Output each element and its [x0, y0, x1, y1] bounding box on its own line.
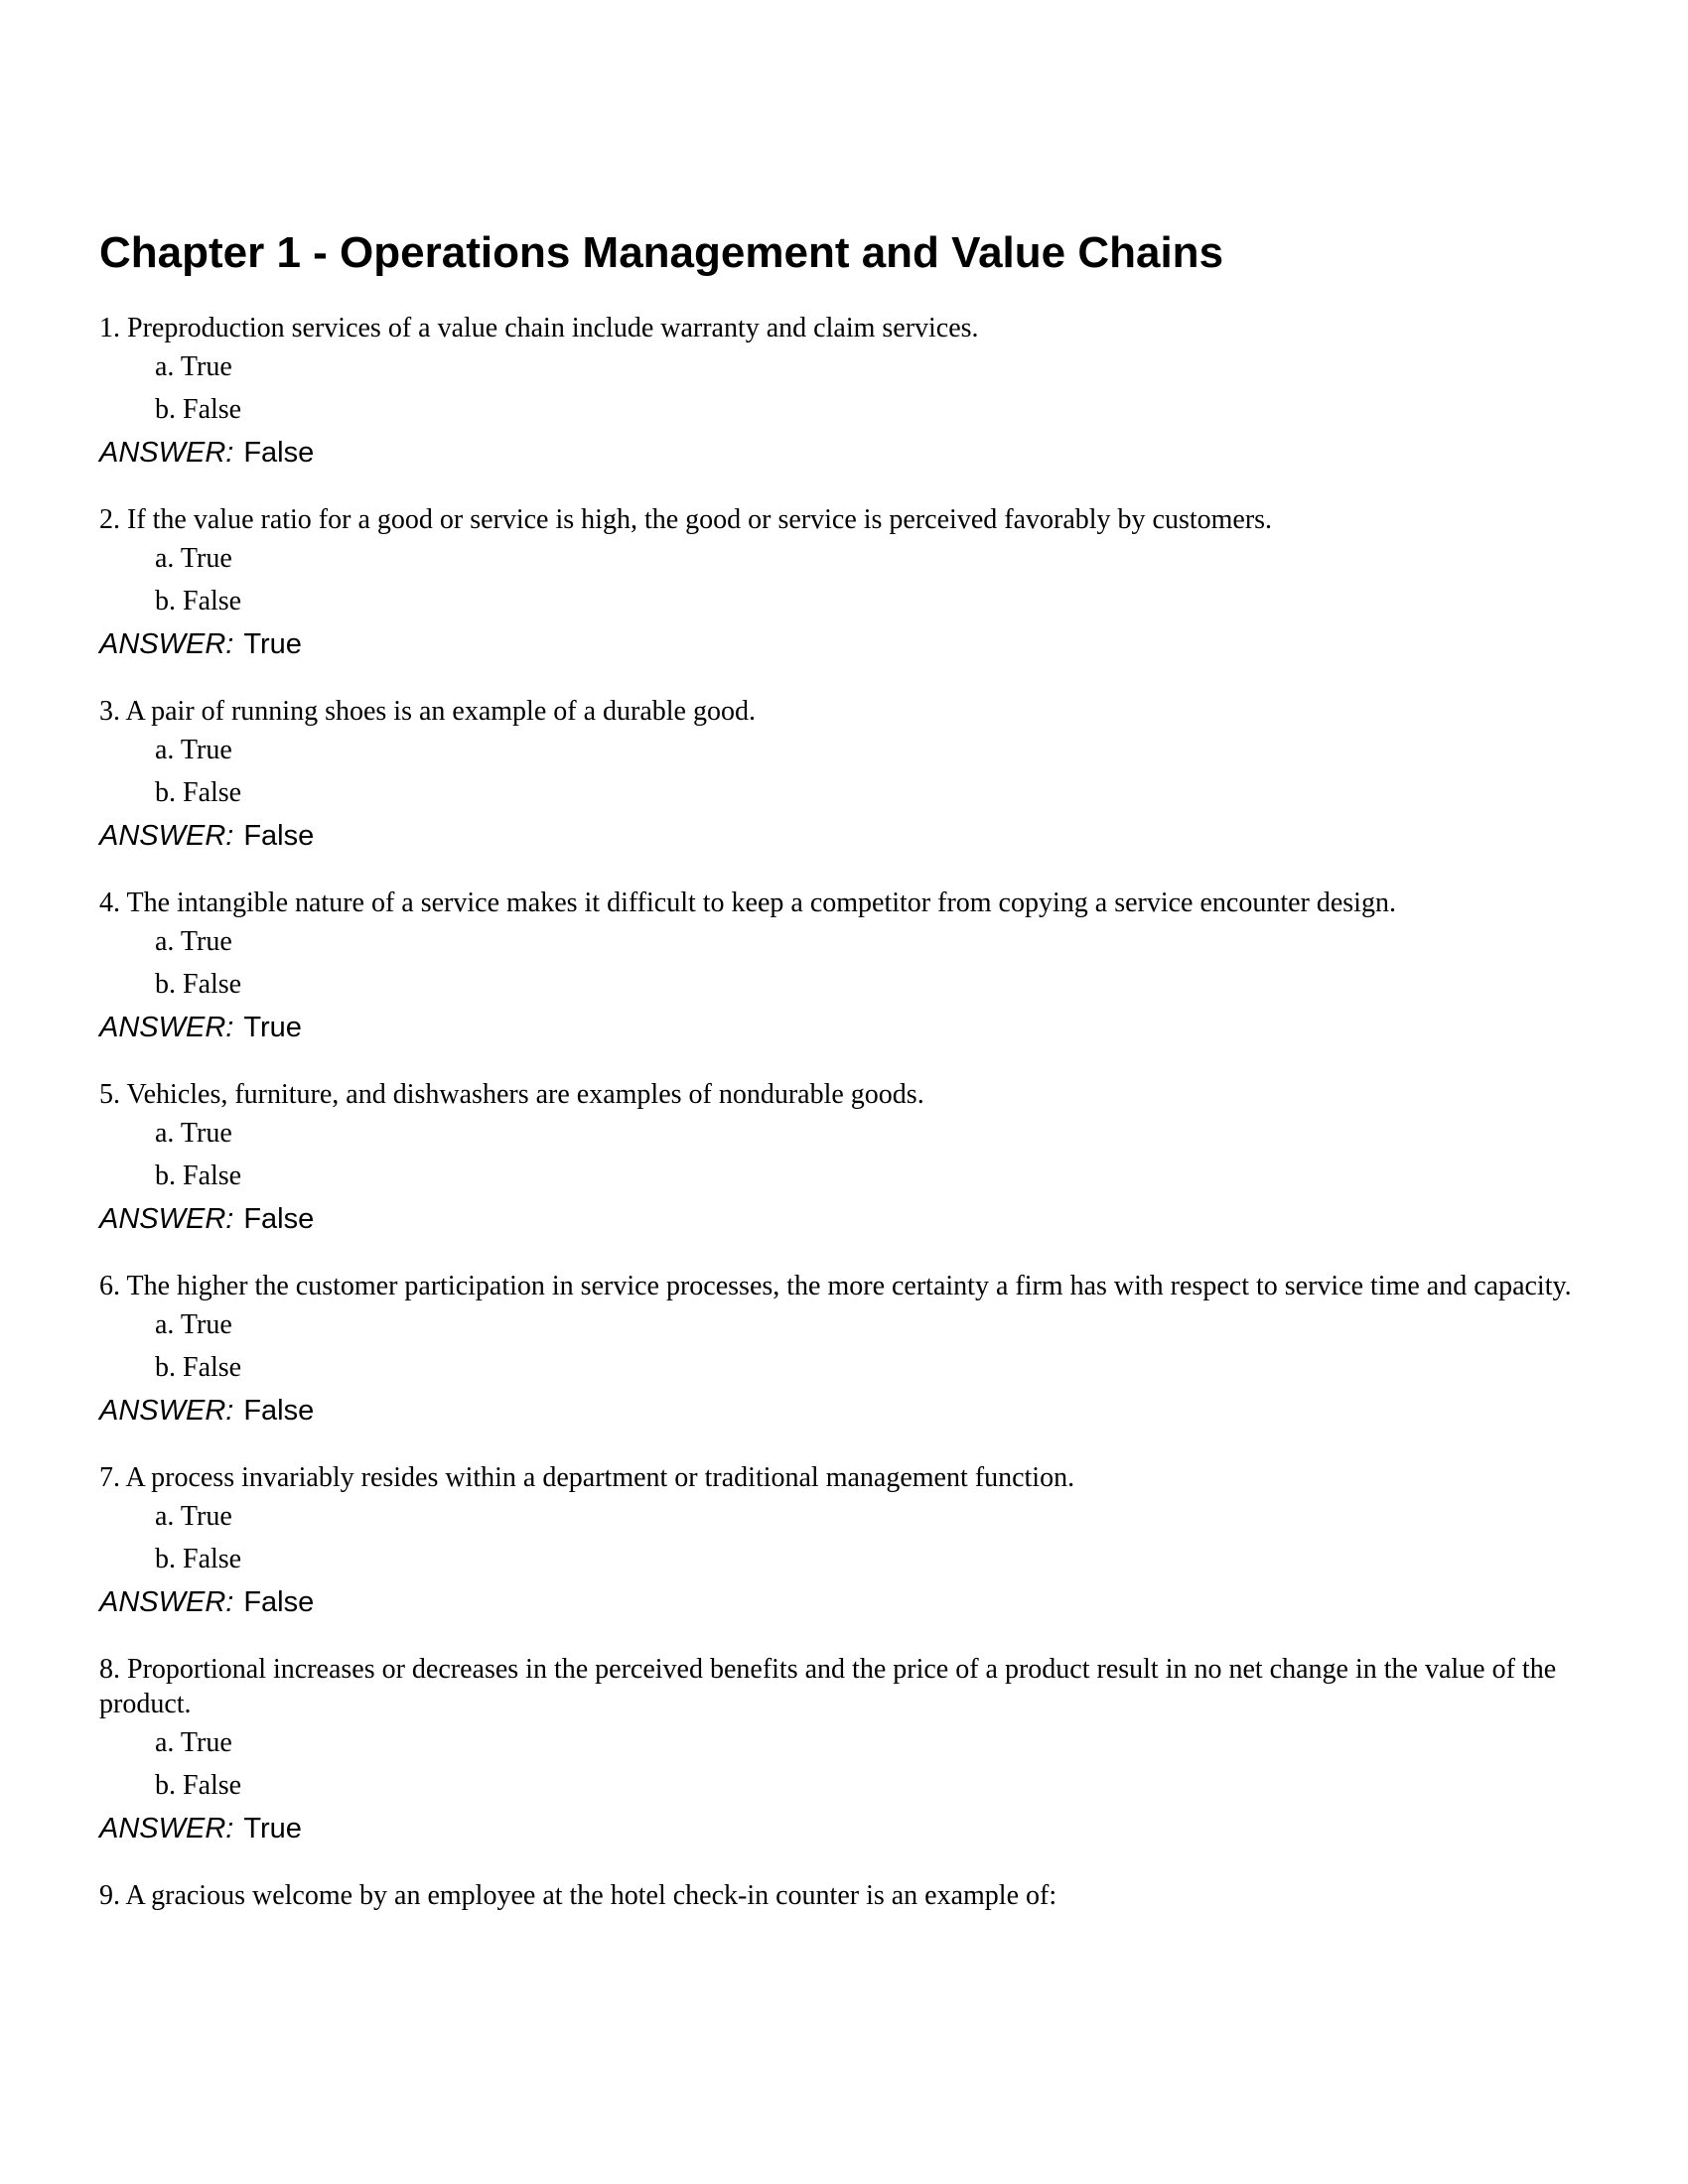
answer-value: False [243, 1395, 315, 1427]
answer-option: a. True [155, 1727, 232, 1758]
answer-option: b. False [155, 1544, 242, 1574]
answer-value: True [243, 1813, 302, 1844]
answer-value: False [243, 1203, 315, 1235]
question-text: 1. Preproduction services of a value chain include warranty and claim services. [99, 313, 979, 343]
question-item [99, 886, 1589, 1049]
answer-options [99, 1721, 1589, 1807]
question-item [99, 502, 1589, 666]
question-item [99, 1460, 1589, 1624]
answer-line [99, 1389, 1589, 1433]
answer-option: a. True [155, 1118, 232, 1149]
question-item [99, 694, 1589, 858]
answer-line [99, 431, 1589, 475]
answer-line [99, 1580, 1589, 1624]
answer-label: ANSWER: [99, 1395, 234, 1427]
answer-line [99, 1006, 1589, 1049]
answer-value: False [243, 1586, 315, 1618]
document-page [99, 223, 1589, 1941]
answer-option: b. False [155, 1160, 242, 1191]
answer-options [99, 1112, 1589, 1197]
answer-label: ANSWER: [99, 437, 234, 469]
question-text: 7. A process invariably resides within a department or traditional management function. [99, 1462, 1075, 1493]
answer-option: b. False [155, 1352, 242, 1383]
answer-options [99, 920, 1589, 1006]
answer-value: False [243, 820, 315, 852]
answer-label: ANSWER: [99, 628, 234, 660]
answer-option: b. False [155, 777, 242, 808]
question-item [99, 1269, 1589, 1433]
answer-options [99, 729, 1589, 814]
question-list [99, 311, 1589, 1913]
question-text: 6. The higher the customer participation in service processes, the more certainty a firm has with respect to service time and capacity. [99, 1271, 1572, 1301]
answer-line [99, 1197, 1589, 1241]
answer-label: ANSWER: [99, 1813, 234, 1844]
answer-value: True [243, 628, 302, 660]
answer-option: a. True [155, 1501, 232, 1532]
question-text: 8. Proportional increases or decreases in the perceived benefits and the price of a product result in no net change in the value of the product. [99, 1654, 1557, 1719]
answer-option: a. True [155, 1309, 232, 1340]
answer-option: a. True [155, 926, 232, 957]
answer-label: ANSWER: [99, 1203, 234, 1235]
answer-options [99, 345, 1589, 431]
question-item [99, 1878, 1589, 1913]
answer-options [99, 1303, 1589, 1389]
answer-option: b. False [155, 586, 242, 616]
answer-option: a. True [155, 351, 232, 382]
question-item [99, 1077, 1589, 1241]
question-item [99, 311, 1589, 475]
answer-line [99, 622, 1589, 666]
question-text: 9. A gracious welcome by an employee at the hotel check-in counter is an example of: [99, 1880, 1057, 1911]
answer-option: a. True [155, 735, 232, 765]
question-text: 2. If the value ratio for a good or service is high, the good or service is perceived favorably by customers. [99, 504, 1273, 535]
question-text: 5. Vehicles, furniture, and dishwashers are examples of nondurable goods. [99, 1079, 924, 1110]
answer-label: ANSWER: [99, 1012, 234, 1043]
answer-label: ANSWER: [99, 1586, 234, 1618]
answer-option: b. False [155, 1770, 242, 1801]
answer-value: True [243, 1012, 302, 1043]
answer-value: False [243, 437, 315, 469]
answer-line [99, 1807, 1589, 1850]
answer-options [99, 1495, 1589, 1580]
answer-options [99, 537, 1589, 622]
question-text: 4. The intangible nature of a service makes it difficult to keep a competitor from copying a service encounter design. [99, 887, 1396, 918]
question-text: 3. A pair of running shoes is an example of a durable good. [99, 696, 756, 727]
answer-option: b. False [155, 969, 242, 1000]
chapter-title: Chapter 1 - Operations Management and Value Chains [99, 228, 1224, 277]
question-item [99, 1652, 1589, 1850]
answer-option: b. False [155, 394, 242, 425]
answer-label: ANSWER: [99, 820, 234, 852]
answer-line [99, 814, 1589, 858]
answer-option: a. True [155, 543, 232, 574]
